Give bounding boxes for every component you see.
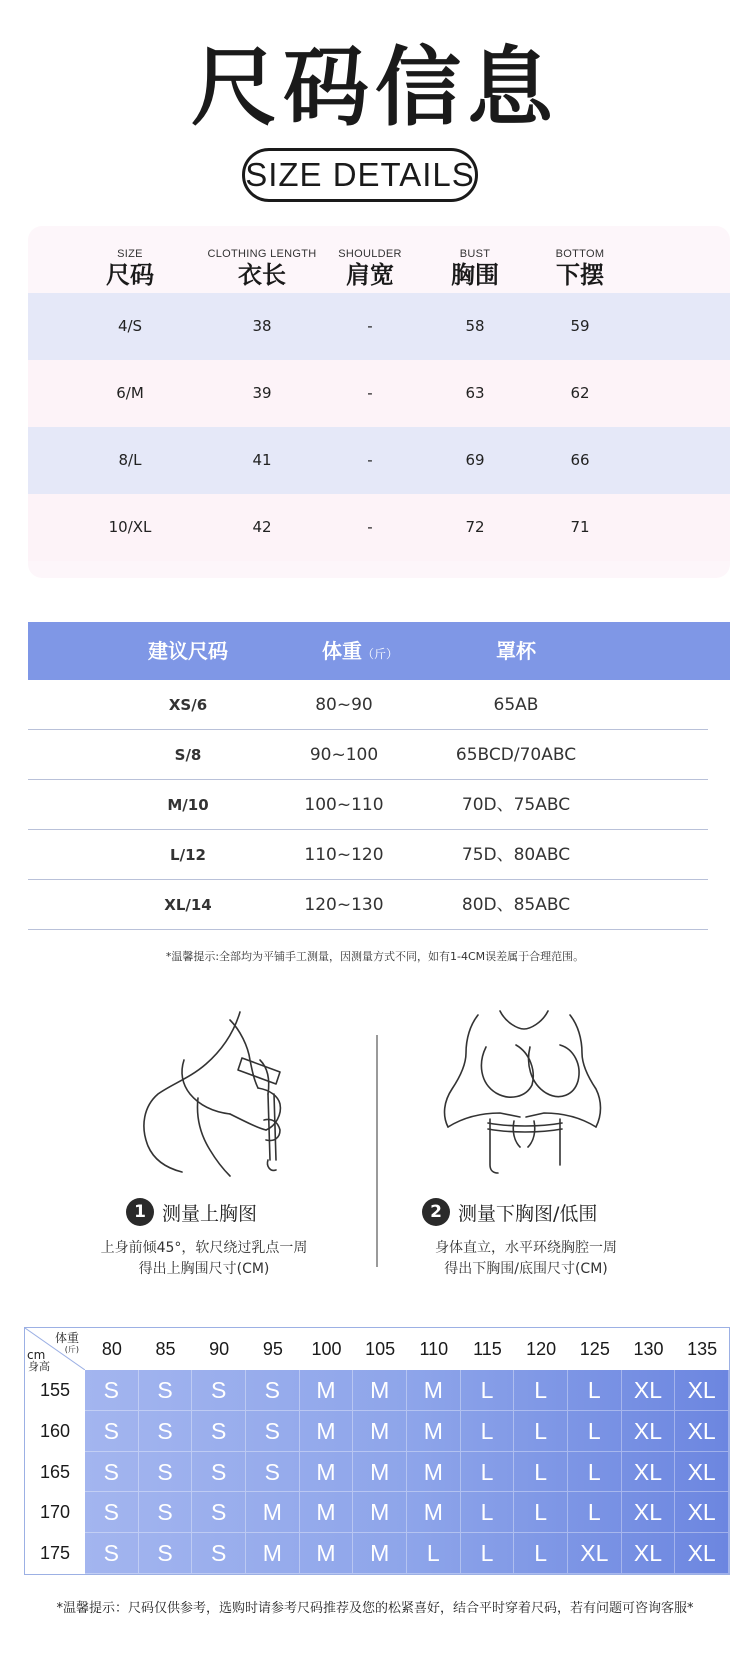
header-cup: 罩杯 [496, 639, 536, 663]
size-cell: L [514, 1533, 568, 1574]
weight-header: 80 [101, 1339, 122, 1359]
size-cell: M [300, 1492, 354, 1533]
size-cell: L [568, 1492, 622, 1533]
table-row [28, 680, 708, 730]
cell-rec-weight: 90~100 [309, 745, 379, 765]
weight-header: 125 [579, 1339, 610, 1359]
cell-rec-weight: 100~110 [304, 795, 384, 815]
size-cell: S [246, 1370, 300, 1411]
size-cell: XL [622, 1370, 676, 1411]
step-1-desc-line1: 上身前倾45°，软尺绕过乳点一周 [100, 1240, 308, 1256]
table-row [28, 360, 730, 427]
size-cell: XL [622, 1452, 676, 1493]
header-bust-cn: 胸围 [451, 261, 499, 289]
cell-rec-size: XL/14 [164, 896, 212, 914]
size-cell: M [300, 1452, 354, 1493]
height-header: 155 [39, 1380, 71, 1400]
size-cell: M [246, 1533, 300, 1574]
header-length-cn: 衣长 [238, 261, 286, 289]
cell-shoulder: - [367, 317, 373, 335]
cell-bottom: 59 [570, 317, 590, 335]
header-weight-unit: （斤） [361, 647, 398, 661]
size-cell: L [568, 1452, 622, 1493]
size-cell: S [139, 1533, 193, 1574]
table-row [28, 780, 708, 830]
recommend-table-header [28, 622, 730, 680]
size-cell: L [514, 1411, 568, 1452]
cell-rec-cup: 65AB [493, 695, 539, 715]
size-cell: M [300, 1533, 354, 1574]
cell-shoulder: - [367, 518, 373, 536]
size-cell: S [246, 1452, 300, 1493]
size-cell: XL [568, 1533, 622, 1574]
header-size-en: SIZE [117, 248, 143, 260]
weight-header: 115 [473, 1339, 502, 1359]
header-recommend-size: 建议尺码 [148, 639, 228, 663]
size-details-badge: SIZE DETAILS [242, 148, 478, 202]
cell-length: 39 [252, 384, 272, 402]
cell-size: 8/L [118, 451, 142, 469]
grid-corner [25, 1328, 85, 1373]
height-header: 165 [39, 1461, 71, 1482]
size-cell: XL [675, 1533, 729, 1574]
measure-under-bust-illustration [430, 1005, 620, 1175]
step-1-heading [126, 1198, 257, 1228]
height-weight-size-grid [24, 1327, 730, 1575]
weight-header: 95 [262, 1339, 283, 1359]
size-cell: L [461, 1533, 515, 1574]
cell-bottom: 62 [570, 384, 590, 402]
table-row [28, 427, 730, 494]
size-cell: S [85, 1452, 139, 1493]
weight-header: 135 [687, 1339, 718, 1359]
cell-rec-size: XS/6 [168, 696, 208, 714]
height-header: 160 [39, 1420, 71, 1441]
step-2-description [376, 1238, 676, 1280]
size-cell: S [85, 1492, 139, 1533]
cell-size: 6/M [116, 384, 144, 402]
cell-rec-cup: 75D、80ABC [461, 845, 571, 865]
weight-header: 85 [155, 1339, 176, 1359]
size-cell: XL [622, 1411, 676, 1452]
size-cell: S [192, 1452, 246, 1493]
header-length-en: CLOTHING LENGTH [207, 248, 317, 260]
size-cell: L [461, 1411, 515, 1452]
size-cell: M [353, 1452, 407, 1493]
cell-rec-size: S/8 [174, 746, 202, 764]
page-title: 尺码信息 [191, 38, 559, 138]
cell-rec-weight: 110~120 [304, 845, 384, 865]
header-shoulder-cn: 肩宽 [346, 261, 394, 289]
size-cell: S [139, 1411, 193, 1452]
size-cell: S [192, 1492, 246, 1533]
grid-cm-label: cm [27, 1348, 46, 1362]
step-2-desc-line1: 身体直立，水平环绕胸腔一周 [435, 1240, 617, 1256]
size-cell: XL [675, 1492, 729, 1533]
size-cell: S [85, 1533, 139, 1574]
step-1-title: 测量上胸图 [162, 1202, 258, 1225]
grid-weight-unit: (斤) [64, 1345, 79, 1354]
size-cell: XL [622, 1492, 676, 1533]
cell-size: 10/XL [108, 518, 152, 536]
cell-bust: 69 [465, 451, 485, 469]
header-bottom-cn: 下摆 [556, 261, 604, 289]
step-2-number: 2 [422, 1198, 450, 1226]
header-shoulder-en: SHOULDER [338, 248, 402, 260]
size-cell: XL [622, 1533, 676, 1574]
header-bottom-en: BOTTOM [555, 248, 605, 260]
step-1-description [54, 1238, 354, 1280]
cell-rec-cup: 80D、85ABC [461, 895, 571, 915]
header-weight-label: 体重 [321, 639, 362, 663]
size-cell: XL [675, 1370, 729, 1411]
size-cell: M [353, 1411, 407, 1452]
grid-weight-label: 体重 [54, 1331, 79, 1345]
cell-bust: 72 [465, 518, 485, 536]
cell-rec-weight: 80~90 [315, 695, 373, 715]
cell-rec-size: M/10 [167, 796, 209, 814]
size-cell: S [246, 1411, 300, 1452]
measure-upper-bust-illustration [130, 1010, 320, 1180]
grid-body [85, 1370, 729, 1574]
step-2-title: 测量下胸图/低围 [458, 1202, 598, 1225]
size-cell: M [407, 1411, 461, 1452]
size-cell: L [461, 1370, 515, 1411]
size-cell: S [139, 1492, 193, 1533]
cell-bottom: 71 [570, 518, 590, 536]
size-cell: L [514, 1452, 568, 1493]
measurement-note: *温馨提示:全部均为平铺手工测量，因测量方式不同，如有1-4CM误差属于合理范围。 [165, 950, 585, 963]
step-1-desc-line2: 得出上胸围尺寸(CM) [138, 1261, 270, 1277]
weight-header: 130 [633, 1339, 664, 1359]
size-cell: XL [675, 1452, 729, 1493]
size-cell: M [353, 1492, 407, 1533]
cell-bottom: 66 [570, 451, 590, 469]
step-2-heading [422, 1198, 597, 1228]
cell-rec-size: L/12 [170, 846, 206, 864]
cell-length: 41 [252, 451, 272, 469]
weight-header: 120 [526, 1339, 557, 1359]
size-cell: L [568, 1411, 622, 1452]
size-cell: XL [675, 1411, 729, 1452]
table-row [28, 830, 708, 880]
size-grid-note: *温馨提示：尺码仅供参考，选购时请参考尺码推荐及您的松紧喜好，结合平时穿着尺码，若有问题可咨询客服* [56, 1601, 694, 1616]
size-cell: S [192, 1533, 246, 1574]
size-cell: M [407, 1492, 461, 1533]
size-cell: S [139, 1452, 193, 1493]
height-header: 175 [39, 1543, 71, 1564]
size-cell: M [300, 1370, 354, 1411]
size-cell: M [407, 1370, 461, 1411]
cell-bust: 63 [465, 384, 485, 402]
size-detail-table [28, 226, 730, 578]
step-1-number: 1 [126, 1198, 154, 1226]
size-cell: L [514, 1492, 568, 1533]
size-cell: S [85, 1411, 139, 1452]
header-bottom [490, 248, 670, 290]
cell-bust: 58 [465, 317, 485, 335]
cell-size: 4/S [117, 317, 143, 335]
size-cell: M [246, 1492, 300, 1533]
size-cell: S [139, 1370, 193, 1411]
size-cell: S [85, 1370, 139, 1411]
size-cell: L [461, 1452, 515, 1493]
size-cell: L [461, 1492, 515, 1533]
cell-length: 38 [252, 317, 272, 335]
weight-header: 90 [209, 1339, 230, 1359]
header-size-cn: 尺码 [106, 261, 154, 289]
size-cell: S [192, 1370, 246, 1411]
size-cell: L [568, 1370, 622, 1411]
size-cell: M [353, 1533, 407, 1574]
table-row [28, 494, 730, 561]
size-cell: M [300, 1411, 354, 1452]
cell-length: 42 [252, 518, 272, 536]
height-header: 170 [39, 1502, 71, 1523]
size-cell: M [353, 1370, 407, 1411]
cell-rec-weight: 120~130 [304, 895, 384, 915]
size-cell: S [192, 1411, 246, 1452]
size-cell: L [407, 1533, 461, 1574]
table-row [28, 293, 730, 360]
cell-rec-cup: 70D、75ABC [461, 795, 571, 815]
weight-header: 100 [311, 1339, 342, 1359]
table-row [28, 880, 708, 930]
cell-rec-cup: 65BCD/70ABC [455, 745, 577, 765]
cell-shoulder: - [367, 451, 373, 469]
step-2-desc-line2: 得出下胸围/底围尺寸(CM) [444, 1261, 608, 1277]
section-divider [376, 1035, 378, 1267]
size-cell: L [514, 1370, 568, 1411]
grid-height-label: 身高 [28, 1360, 50, 1373]
header-bust-en: BUST [459, 248, 491, 260]
weight-header: 110 [419, 1339, 449, 1359]
size-cell: M [407, 1452, 461, 1493]
weight-header: 105 [365, 1339, 396, 1359]
cell-shoulder: - [367, 384, 373, 402]
table-row [28, 730, 708, 780]
